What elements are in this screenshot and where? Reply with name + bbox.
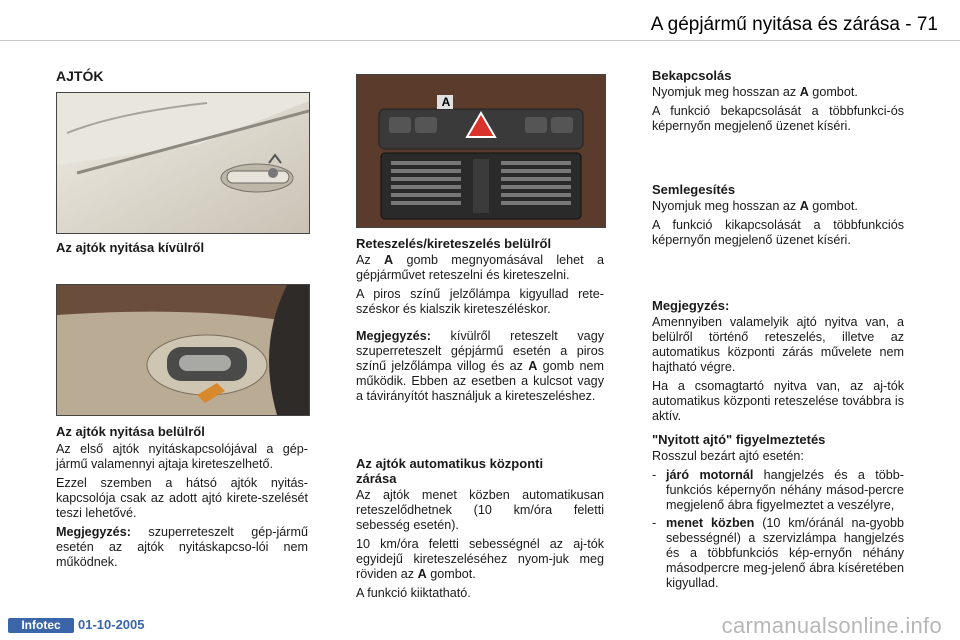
- auto-lock-text: [356, 488, 604, 605]
- note-text-block: [652, 315, 904, 428]
- disable-paragraph-2: A funkció kikapcsolását a többfunkciós képernyőn megjelenő üzenet kíséri.: [652, 218, 904, 247]
- enable-paragraph-2: A funkció bekapcsolását a többfunkci-ós képernyőn megjelenő üzenet kíséri.: [652, 104, 904, 133]
- lock-note: [356, 329, 604, 404]
- note-paragraph-2: Ha a csomagtartó nyitva van, az aj-tók automatikus központi reteszelése továbbra is aktív.: [652, 379, 904, 423]
- auto-p2-post: gombot.: [426, 567, 476, 581]
- lock-paragraph-1: [356, 253, 604, 283]
- warning-list: [652, 468, 904, 591]
- inside-opening-text: [56, 442, 308, 574]
- warning-item-bold: járó motornál: [666, 468, 754, 482]
- inside-opening-heading: Az ajtók nyitása belülről: [56, 424, 205, 439]
- infotec-logo: Infotec: [8, 618, 74, 633]
- lock-note-label: Megjegyzés:: [356, 329, 431, 343]
- footer-date: 01-10-2005: [78, 617, 145, 632]
- enable-p1-button: A: [799, 85, 809, 99]
- watermark: carmanualsonline.info: [721, 613, 942, 638]
- central-console-photo: [356, 74, 606, 228]
- disable-p1-pre: Nyomjuk meg hosszan az: [652, 199, 800, 213]
- auto-paragraph-2: [356, 537, 604, 582]
- note-heading: Megjegyzés:: [652, 298, 730, 313]
- disable-text: [652, 199, 904, 252]
- outside-opening-heading: Az ajtók nyitása kívülről: [56, 240, 205, 255]
- lock-p1-post: gomb megnyomásával lehet a gépjárművet reteszelni és kireteszelni.: [356, 253, 604, 282]
- lock-p1-pre: Az: [356, 253, 385, 267]
- lock-note-post: gomb nem működik. Ebben az esetben a kulcsot vagy a távirányítót használjuk a kireteszeléshez.: [356, 359, 604, 403]
- warning-item-driving: [652, 516, 904, 591]
- disable-p1-post: gombot.: [808, 199, 858, 213]
- enable-text: [652, 85, 904, 138]
- lock-paragraph-2: A piros színű jelzőlámpa kigyullad rete-széskor és kialszik kireteszéléskor.: [356, 287, 604, 316]
- warning-item-engine-running: [652, 468, 904, 513]
- disable-heading: Semlegesítés: [652, 182, 736, 197]
- auto-paragraph-1: Az ajtók menet közben automatikusan reteszelődhetnek (10 km/óra feletti sebesség esetén).: [356, 488, 604, 532]
- auto-paragraph-3: A funkció kiiktatható.: [356, 586, 471, 600]
- warning-intro: Rosszul bezárt ajtó esetén:: [652, 449, 804, 463]
- enable-paragraph-1: [652, 85, 904, 100]
- inside-note: [56, 525, 308, 570]
- enable-p1-pre: Nyomjuk meg hosszan az: [652, 85, 800, 99]
- lock-p1-button: A: [384, 253, 394, 267]
- note-paragraph-1: Amennyiben valamelyik ajtó nyitva van, a belülről történő reteszelés, illetve az automatikus központi zárás művelete nem hajtható végre.: [652, 315, 904, 374]
- lock-heading: Reteszelés/kireteszelés belülről: [356, 236, 552, 251]
- warning-item-text: hangjelzés és a több-funkciós képernyőn néhány másod-percre megjelenő ábra figyelmeztet a veszélyre,: [666, 468, 904, 512]
- lock-note-pre: kívülről reteszelt vagy szuperreteszelt gépjármű esetén a piros színű jelzőlámpa villog és az: [356, 329, 604, 373]
- header-divider: [0, 40, 960, 41]
- interior-door-handle-photo: [56, 284, 310, 416]
- enable-p1-post: gombot.: [808, 85, 858, 99]
- enable-heading: Bekapcsolás: [652, 68, 732, 83]
- door-open-warning-heading: "Nyitott ajtó" figyelmeztetés: [652, 432, 826, 447]
- disable-paragraph-1: [652, 199, 904, 214]
- auto-p2-button: A: [417, 567, 427, 581]
- note-text: szuperreteszelt gép-jármű esetén az ajtók nyitáskapcso-lói nem működnek.: [56, 525, 308, 569]
- page-title: A gépjármű nyitása és zárása - 71: [650, 14, 938, 35]
- exterior-door-handle-photo: [56, 92, 310, 234]
- lock-note-button: A: [528, 359, 538, 373]
- button-a-label: A: [441, 95, 451, 109]
- disable-p1-button: A: [799, 199, 809, 213]
- auto-lock-heading: Az ajtók automatikus központi zárása: [356, 456, 544, 486]
- warning-item-bold: menet közben: [666, 516, 755, 530]
- inside-paragraph-2: Ezzel szemben a hátsó ajtók nyitás-kapcsolója csak az adott ajtó kirete-szelését teszi lehetővé.: [56, 476, 308, 520]
- warning-item-text: (10 km/óránál na-gyobb sebességnél) a szervizlámpa hangjelzés és a többfunkciós kép-ernyőn néhány másodpercre meg-jelenő ábra kíséretében kigyullad.: [666, 516, 904, 590]
- lock-text: [356, 253, 604, 408]
- note-label: Megjegyzés:: [56, 525, 131, 539]
- section-title: AJTÓK: [56, 68, 104, 84]
- door-open-warning-text: [652, 449, 904, 594]
- auto-p2-pre: 10 km/óra feletti sebességnél az aj-tók egyidejű kireteszeléséhez nyom-juk meg röviden az: [356, 537, 604, 581]
- inside-paragraph-1: Az első ajtók nyitáskapcsolójával a gép-jármű valamennyi ajtaja kireteszelhető.: [56, 442, 308, 471]
